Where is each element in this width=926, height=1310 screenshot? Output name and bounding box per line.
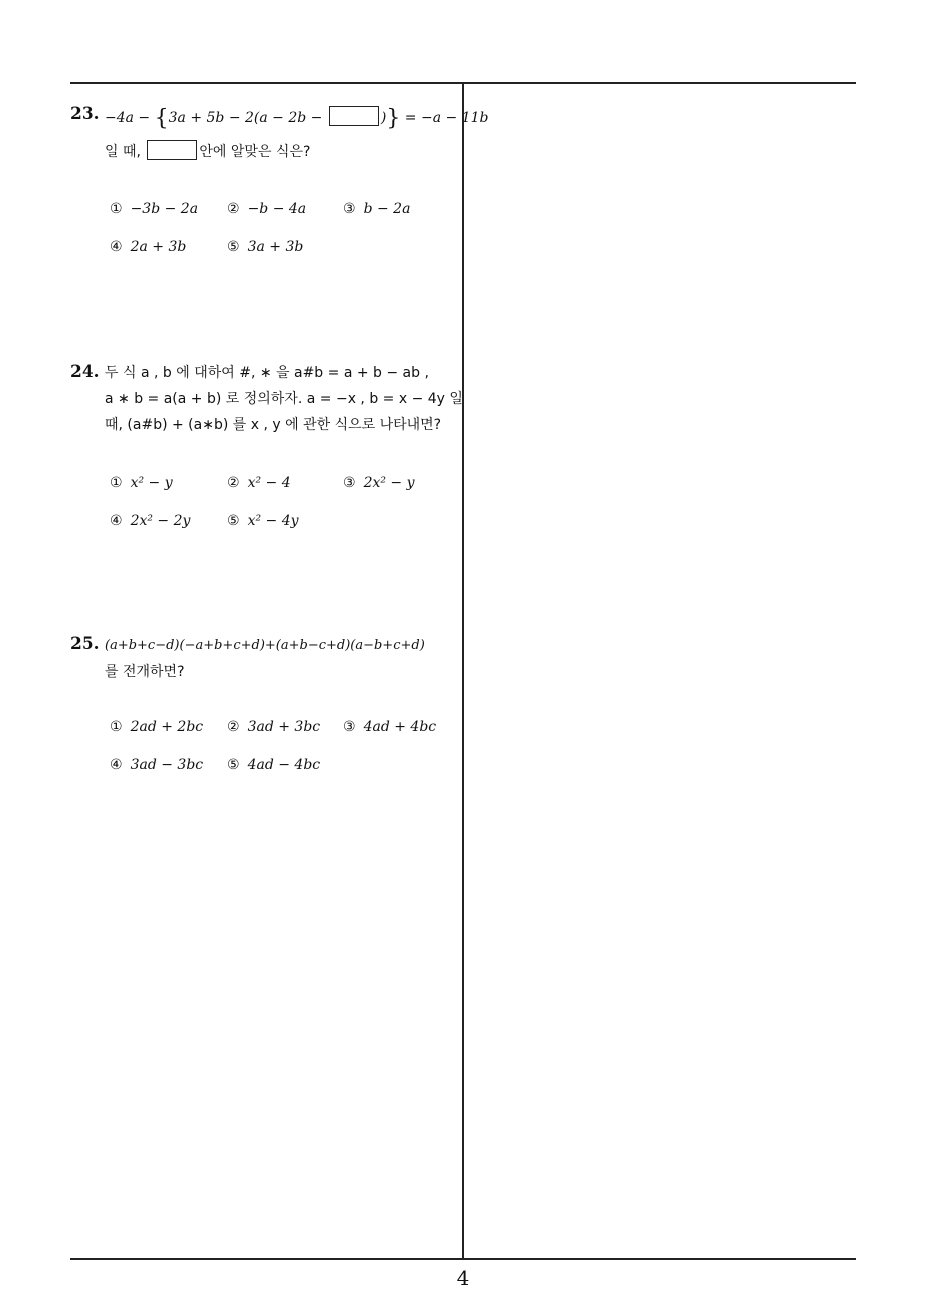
choice-mark: ③: [343, 201, 356, 217]
choice-4[interactable]: [110, 239, 186, 255]
choice-value: 3ad − 3bc: [130, 757, 204, 773]
problem-25-line1: (a+b+c−d)(−a+b+c+d)+(a+b−c+d)(a−b+c+d): [105, 638, 425, 653]
choice-mark: ①: [110, 475, 123, 491]
choice-1[interactable]: [110, 719, 203, 735]
expr-part: = −a − 11b: [400, 110, 489, 126]
choice-value: 3a + 3b: [247, 239, 304, 255]
choice-value: x² − 4y: [247, 513, 299, 529]
problem-number: 24.: [70, 362, 100, 382]
choice-1[interactable]: [110, 475, 173, 491]
choice-3[interactable]: [343, 719, 436, 735]
problem-24-line1: 두 식 a , b 에 대하여 #, ∗ 을 a#b = a + b − ab ,: [105, 365, 429, 381]
expr-part: ): [380, 110, 387, 126]
choice-mark: ④: [110, 513, 123, 529]
choice-mark: ⑤: [227, 757, 240, 773]
choice-mark: ①: [110, 719, 123, 735]
choice-mark: ④: [110, 239, 123, 255]
choice-value: 4ad + 4bc: [363, 719, 437, 735]
choice-mark: ②: [227, 475, 240, 491]
expr-part: 3a + 5b − 2(a − 2b −: [168, 110, 327, 126]
choice-value: 2x² − 2y: [130, 513, 191, 529]
choice-3[interactable]: [343, 475, 415, 491]
problem-number: 23.: [70, 104, 100, 124]
choice-value: 2a + 3b: [130, 239, 187, 255]
choice-value: 4ad − 4bc: [247, 757, 321, 773]
expr-part: −4a −: [105, 110, 155, 126]
text-part: 일 때,: [105, 144, 146, 160]
column-divider: [462, 82, 464, 1259]
choice-2[interactable]: [227, 719, 320, 735]
choice-5[interactable]: [227, 757, 320, 773]
blank-box: [147, 140, 197, 160]
choice-value: 2ad + 2bc: [130, 719, 204, 735]
choice-value: 3ad + 3bc: [247, 719, 321, 735]
problem-24-line3: 때, (a#b) + (a∗b) 를 x , y 에 관한 식으로 나타내면?: [105, 417, 442, 433]
problem-25: [70, 634, 460, 784]
choice-value: −b − 4a: [247, 201, 307, 217]
choice-3[interactable]: [343, 201, 410, 217]
choice-mark: ③: [343, 475, 356, 491]
choice-mark: ②: [227, 201, 240, 217]
problem-24: [70, 362, 463, 542]
problem-23: [70, 104, 489, 274]
choice-4[interactable]: [110, 757, 203, 773]
choice-2[interactable]: [227, 201, 306, 217]
brace-open: {: [154, 106, 169, 131]
problem-23-line1: [105, 106, 488, 130]
problem-24-line2: a ∗ b = a(a + b) 로 정의하자. a = −x , b = x − 4y 일: [105, 391, 463, 407]
problem-25-line2: 를 전개하면?: [105, 664, 185, 680]
choice-mark: ⑤: [227, 239, 240, 255]
choice-2[interactable]: [227, 475, 291, 491]
bottom-rule: [70, 1258, 856, 1260]
text-part: 안에 알맞은 식은?: [199, 144, 311, 160]
choice-value: b − 2a: [363, 201, 411, 217]
choice-5[interactable]: [227, 513, 299, 529]
choice-value: x² − 4: [247, 475, 291, 491]
choice-5[interactable]: [227, 239, 303, 255]
choice-1[interactable]: [110, 201, 198, 217]
problem-number: 25.: [70, 634, 100, 654]
choice-value: −3b − 2a: [130, 201, 199, 217]
page-number: 4: [456, 1266, 470, 1290]
choice-mark: ④: [110, 757, 123, 773]
choice-4[interactable]: [110, 513, 190, 529]
choice-mark: ③: [343, 719, 356, 735]
problem-23-line2: [105, 140, 310, 163]
brace-close: }: [386, 106, 401, 131]
choice-value: x² − y: [130, 475, 173, 491]
blank-box: [329, 106, 379, 126]
choice-mark: ②: [227, 719, 240, 735]
choice-mark: ①: [110, 201, 123, 217]
choice-value: 2x² − y: [363, 475, 415, 491]
choice-mark: ⑤: [227, 513, 240, 529]
